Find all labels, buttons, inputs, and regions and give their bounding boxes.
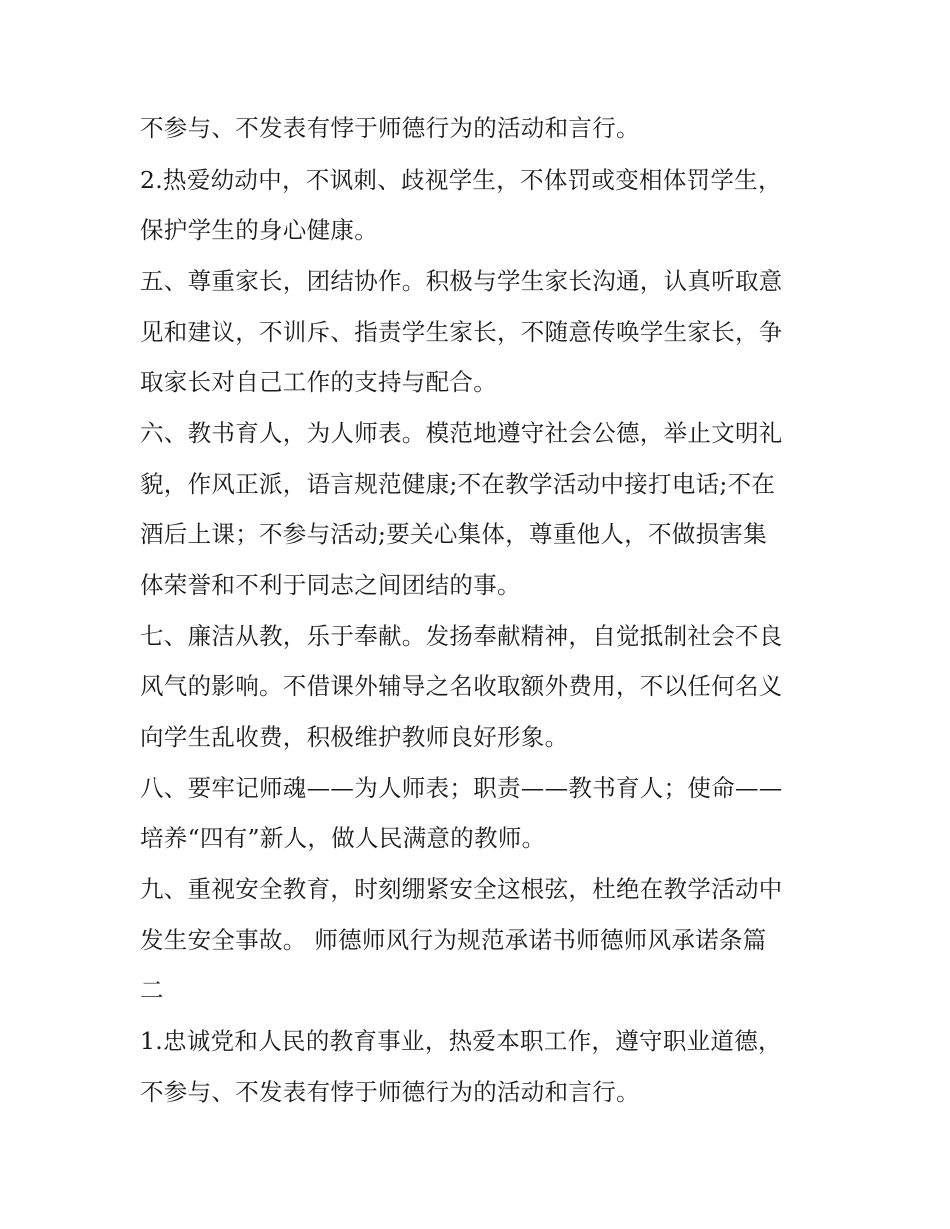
text-line: 二 <box>140 976 164 1004</box>
text-line: 风气的影响。不借课外辅导之名收取额外费用，不以任何名义 <box>140 672 783 700</box>
text-line: 不参与、不发表有悖于师德行为的活动和言行。 <box>140 1078 640 1106</box>
text-line: 酒后上课；不参与活动;要关心集体，尊重他人，不做损害集 <box>140 520 768 548</box>
text-line: 八、要牢记师魂——为人师表；职责——教书育人；使命—— <box>140 774 783 802</box>
text-line: 取家长对自己工作的支持与配合。 <box>140 368 497 396</box>
text-line: 体荣誉和不利于同志之间团结的事。 <box>140 571 521 599</box>
text-line: 1.忠诚党和人民的教育事业，热爱本职工作，遵守职业道德， <box>140 1027 782 1055</box>
text-line: 九、重视安全教育，时刻绷紧安全这根弦，杜绝在教学活动中 <box>140 875 783 903</box>
text-line: 培养“四有”新人，做人民满意的教师。 <box>140 824 546 852</box>
text-line: 见和建议，不训斥、指责学生家长，不随意传唤学生家长，争 <box>140 318 783 346</box>
text-line: 发生安全事故。 师德师风行为规范承诺书师德师风承诺条篇 <box>140 926 767 954</box>
text-line: 五、尊重家长，团结协作。积极与学生家长沟通，认真听取意 <box>140 267 783 295</box>
text-line: 貌，作风正派，语言规范健康;不在教学活动中接打电话;不在 <box>140 470 776 498</box>
text-line: 七、廉洁从教，乐于奉献。发扬奉献精神，自觉抵制社会不良 <box>140 622 783 650</box>
text-line: 保护学生的身心健康。 <box>140 216 378 244</box>
text-line: 不参与、不发表有悖于师德行为的活动和言行。 <box>140 114 640 142</box>
text-line: 2.热爱幼动中，不讽刺、歧视学生，不体罚或变相体罚学生， <box>140 166 782 194</box>
text-line: 向学生乱收费，积极维护教师良好形象。 <box>140 723 569 751</box>
text-line: 六、教书育人，为人师表。模范地遵守社会公德，举止文明礼 <box>140 419 783 447</box>
